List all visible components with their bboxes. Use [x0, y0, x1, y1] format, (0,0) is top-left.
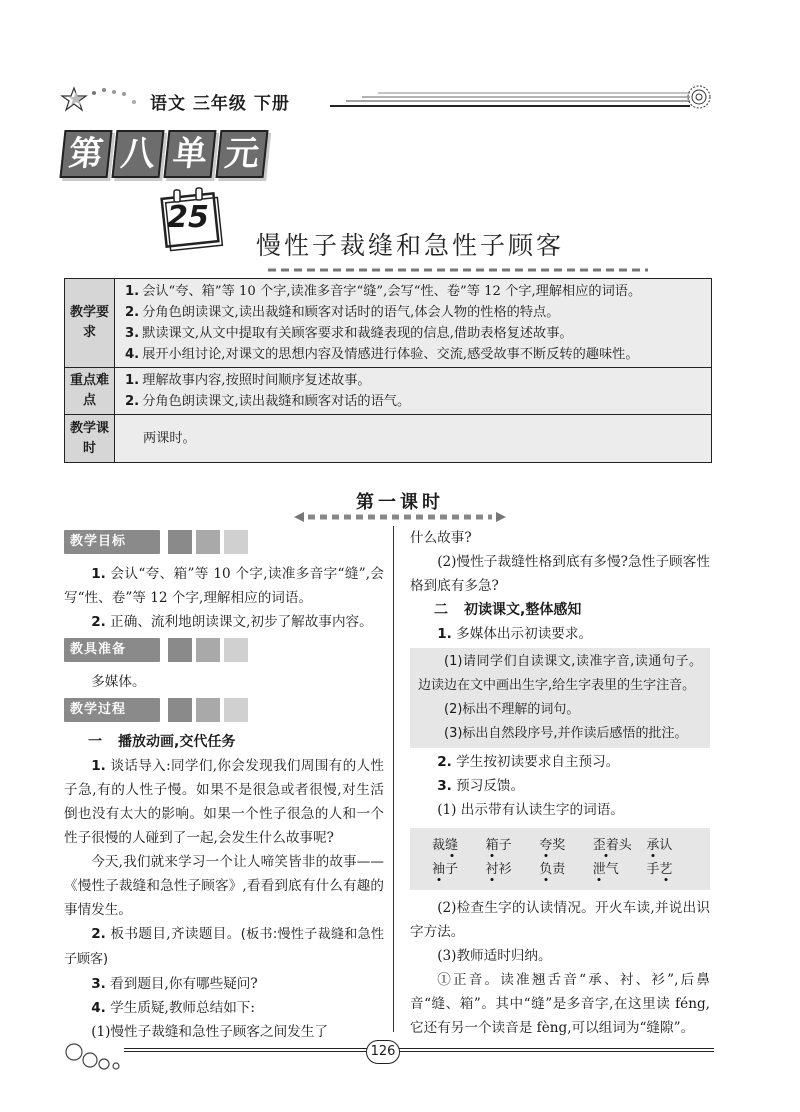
paragraph: (1)慢性子裁缝和急性子顾客之间发生了	[91, 1024, 328, 1040]
vocabulary-word: 承认	[646, 834, 692, 858]
paragraph: 3. 看到题目,你有哪些疑问?	[91, 976, 258, 992]
header-rule	[330, 90, 690, 110]
goals-tag: 教学目标	[64, 530, 384, 556]
paragraph: (2)慢性子裁缝性格到底有多慢?急性子顾客性格到底有多急?	[410, 554, 710, 594]
page-header	[60, 84, 710, 114]
paragraph: (1) 出示带有认读生字的词语。	[437, 802, 624, 818]
vocabulary-word: 裁缝	[432, 834, 478, 858]
lesson-title: 慢性子裁缝和急性子顾客	[256, 231, 565, 260]
header-title: 语文 三年级 下册	[150, 94, 290, 114]
lesson-number: 25	[167, 200, 209, 235]
reading-requirements-box: (1)请同学们自读课文,读准字音,读通句子。边读边在文中画出生字,给生字表里的生字注音。 (2)标出不理解的词句。 (3)标出自然段序号,并作读后感悟的批注。	[410, 648, 710, 748]
goal-item: 2. 正确、流利地朗读课文,初步了解故事内容。	[91, 614, 373, 630]
row-content	[115, 279, 712, 368]
page-number: 126	[366, 1040, 400, 1064]
paragraph: (2)检查生字的认读情况。开火车读,并说出识字方法。	[410, 900, 710, 940]
spiral-icon	[686, 84, 712, 110]
vocabulary-box	[410, 828, 710, 890]
table-row	[65, 279, 712, 368]
section-heading	[300, 488, 500, 524]
goal-item: 1. 会认“夸、箱”等 10 个字,读准多音字“缝”,会写“性、卷”等 12 个字,理解相应的词语。	[64, 566, 384, 606]
step-heading: 一 播放动画,交代任务	[88, 734, 236, 750]
unit-banner	[62, 128, 272, 184]
table-row	[65, 368, 712, 415]
lesson-title-block	[158, 186, 648, 276]
paragraph: 2. 学生按初读要求自主预习。	[437, 754, 620, 770]
list-item: 4. 展开小组讨论,对课文的思想内容及情感进行体验、交流,感受故事不断反转的趣味性。	[125, 347, 639, 362]
list-item: 3. 默读课文,从文中提取有关顾客要求和裁缝表现的信息,借助表格复述故事。	[125, 326, 573, 341]
paragraph: 2. 板书题目,齐读题目。(板书:慢性子裁缝和急性子顾客)	[64, 926, 385, 967]
row-label: 重点难点	[65, 368, 115, 415]
paragraph: (3)教师适时归纳。	[437, 948, 552, 964]
row-label: 教学要求	[65, 279, 115, 368]
paragraph: ①正音。读准翘舌音“承、衬、衫”,后鼻音“缝、箱”。其中“缝”是多音字,在这里读 féng,它还有另一个读音是 fèng,可以组词为“缝隙”。	[410, 972, 710, 1036]
vocabulary-row	[432, 858, 700, 882]
vocabulary-word: 衬衫	[486, 858, 532, 882]
paragraph: 1. 谈话导入:同学们,你会发现我们周围有的人性子急,有的人性子慢。如果不是很急或者很慢,对生活倒也没有太大的影响。如果一个性子很急的人和一个性子很慢的人碰到了一起,会发生什么故事呢?	[64, 758, 384, 846]
vocabulary-row	[432, 834, 700, 858]
unit-char: 八	[111, 130, 164, 178]
vocabulary-word: 箱子	[486, 834, 532, 858]
section-underline	[294, 512, 506, 522]
unit-char: 单	[163, 130, 216, 178]
list-item: 1. 理解故事内容,按照时间顺序复述故事。	[125, 373, 371, 388]
paragraph: 1. 多媒体出示初读要求。	[437, 626, 593, 642]
paragraph: 4. 学生质疑,教师总结如下:	[91, 1000, 255, 1016]
list-item: 1. 会认“夸、箱”等 10 个字,读准多音字“缝”,会写“性、卷”等 12 个字,理解相应的词语。	[125, 284, 642, 299]
tools-text: 多媒体。	[91, 674, 146, 690]
objectives-table	[64, 278, 712, 463]
vocabulary-word: 袖子	[432, 858, 478, 882]
right-column	[410, 526, 710, 1040]
paragraph: 3. 预习反馈。	[437, 778, 525, 794]
vocabulary-word: 夸奖	[539, 834, 585, 858]
vocabulary-word: 泄气	[593, 858, 639, 882]
vocabulary-word: 歪着头	[593, 834, 639, 858]
process-tag: 教学过程	[64, 698, 384, 724]
left-column	[64, 526, 384, 1044]
list-item: 2. 分角色朗读课文,读出裁缝和顾客对话的语气。	[125, 394, 411, 409]
table-row	[65, 415, 712, 463]
section-title: 第一课时	[356, 492, 444, 513]
list-item: 2. 分角色朗读课文,读出裁缝和顾客对话时的语气,体会人物的性格的特点。	[125, 305, 560, 320]
circles-decoration-icon	[64, 1040, 134, 1074]
row-content	[115, 415, 712, 463]
row-label: 教学课时	[65, 415, 115, 463]
tools-tag: 教具准备	[64, 638, 384, 664]
step-heading: 二 初读课文,整体感知	[434, 602, 582, 618]
vocabulary-word: 负责	[539, 858, 585, 882]
column-divider	[393, 526, 394, 1032]
class-hours: 两课时。	[143, 431, 196, 446]
row-content	[115, 368, 712, 415]
unit-char: 第	[59, 130, 112, 178]
title-underline	[268, 266, 648, 274]
unit-char: 元	[215, 130, 268, 178]
paragraph: 什么故事?	[410, 530, 472, 546]
paragraph: 今天,我们就来学习一个让人啼笑皆非的故事——《慢性子裁缝和急性子顾客》,看看到底有什么有趣的事情发生。	[64, 854, 384, 918]
page-footer	[64, 1040, 714, 1074]
vocabulary-word: 手艺	[646, 858, 692, 882]
